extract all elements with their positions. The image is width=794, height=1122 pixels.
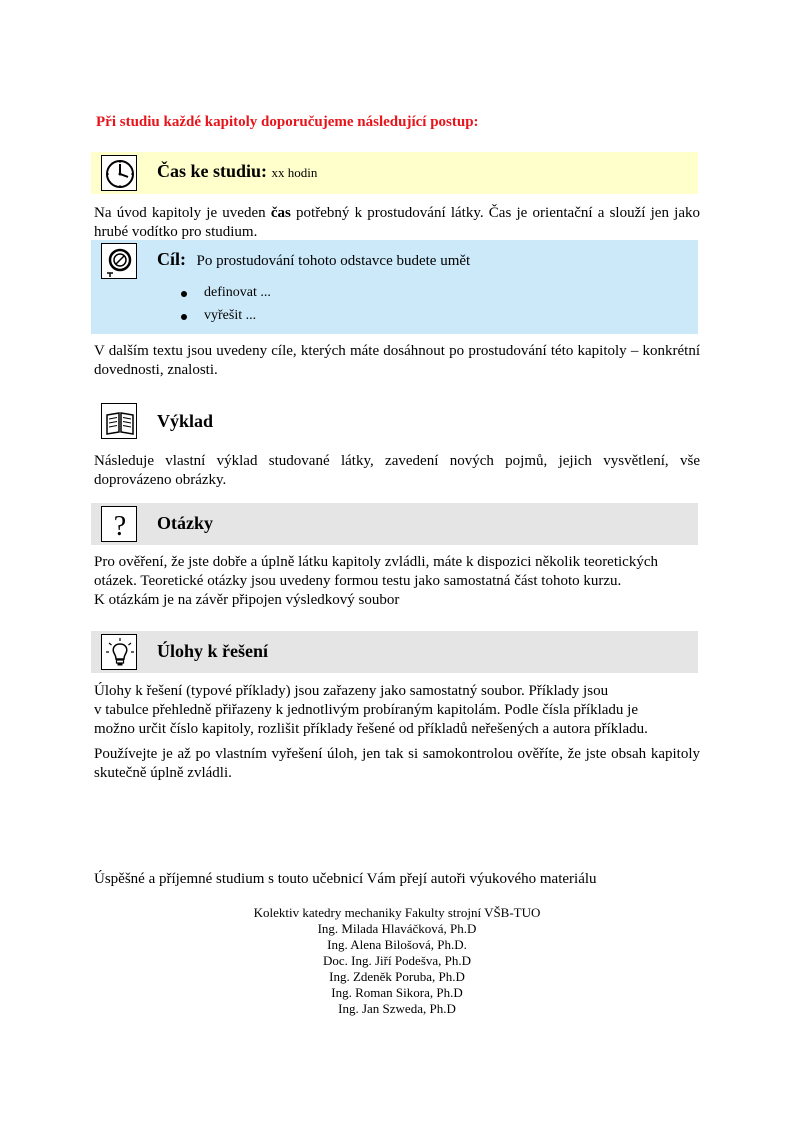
goal-title: Cíl: xyxy=(157,249,186,269)
authors-list xyxy=(0,905,794,1017)
author-line: Ing. Zdeněk Poruba, Ph.D xyxy=(329,969,465,984)
time-description xyxy=(94,204,700,242)
questions-desc-line: otázek. Teoretické otázky jsou uvedeny formou testu jako samostatná část tohoto kurzu. xyxy=(94,573,622,589)
author-line: Doc. Ing. Jiří Podešva, Ph.D xyxy=(322,953,472,968)
lecture-description: Následuje vlastní výklad studované látky, zavedení nových pojmů, jejich vysvětlení, vše doprovázeno obrázky. xyxy=(94,453,700,488)
closing-text: Úspěšné a příjemné studium s touto učebnicí Vám přejí autoři výukového materiálu xyxy=(94,871,597,887)
lecture-heading: Výklad xyxy=(157,411,214,431)
tasks-description-2: Používejte je až po vlastním vyřešení úloh, jen tak si samokontrolou ověříte, že jste obsah kapitoly skutečně úplně zvládli. xyxy=(94,746,700,781)
intro-heading: Při studiu každé kapitoly doporučujeme následující postup: xyxy=(96,114,479,130)
author-line: Ing. Roman Sikora, Ph.D xyxy=(331,985,463,1000)
author-line: Ing. Jan Szweda, Ph.D xyxy=(338,1001,456,1016)
list-item: vyřešit ... xyxy=(178,308,271,331)
lightbulb-icon xyxy=(101,634,137,670)
goal-description: V dalším textu jsou uvedeny cíle, kterých máte dosáhnout po prostudování této kapitoly – konkrétní dovednosti, znalosti. xyxy=(94,343,700,378)
questions-desc-line: K otázkám je na závěr připojen výsledkový soubor xyxy=(94,592,400,608)
time-desc-before: Na úvod kapitoly je uveden xyxy=(94,205,271,221)
target-icon xyxy=(101,243,137,279)
time-value: xx hodin xyxy=(271,165,318,180)
svg-text:?: ? xyxy=(113,511,127,542)
goal-bullet-list xyxy=(178,285,271,331)
author-line: Kolektiv katedry mechaniky Fakulty strojní VŠB-TUO xyxy=(253,905,541,920)
time-heading xyxy=(157,161,317,182)
author-line: Ing. Alena Bilošová, Ph.D. xyxy=(327,937,467,952)
time-desc-after: potřebný k prostudování látky. Čas je orientační a slouží jen jako hrubé vodítko pro studium. xyxy=(94,205,700,240)
list-item: definovat ... xyxy=(178,285,271,308)
tasks-desc-line: Úlohy k řešení (typové příklady) jsou zařazeny jako samostatný soubor. Příklady jsou xyxy=(94,683,609,699)
author-line: Ing. Milada Hlaváčková, Ph.D xyxy=(317,921,477,936)
questions-desc-line: Pro ověření, že jste dobře a úplně látku kapitoly zvládli, máte k dispozici několik teoretických xyxy=(94,554,658,570)
question-mark-icon xyxy=(101,506,137,542)
time-title: Čas ke studiu: xyxy=(157,161,268,181)
questions-heading: Otázky xyxy=(157,513,213,533)
time-desc-bold: čas xyxy=(270,205,291,221)
tasks-heading: Úlohy k řešení xyxy=(157,641,269,661)
goal-heading xyxy=(157,249,470,270)
questions-description xyxy=(94,553,700,610)
book-icon xyxy=(101,403,137,439)
clock-icon xyxy=(101,155,137,191)
tasks-desc-line: v tabulce přehledně přiřazeny k jednotlivým probíraným kapitolám. Podle čísla příkladu je xyxy=(94,702,639,718)
goal-text: Po prostudování tohoto odstavce budete umět xyxy=(196,253,471,269)
tasks-desc-line: možno určit číslo kapitoly, rozlišit příklady řešené od příkladů neřešených a autora příkladu. xyxy=(94,721,648,737)
tasks-description xyxy=(94,682,700,739)
